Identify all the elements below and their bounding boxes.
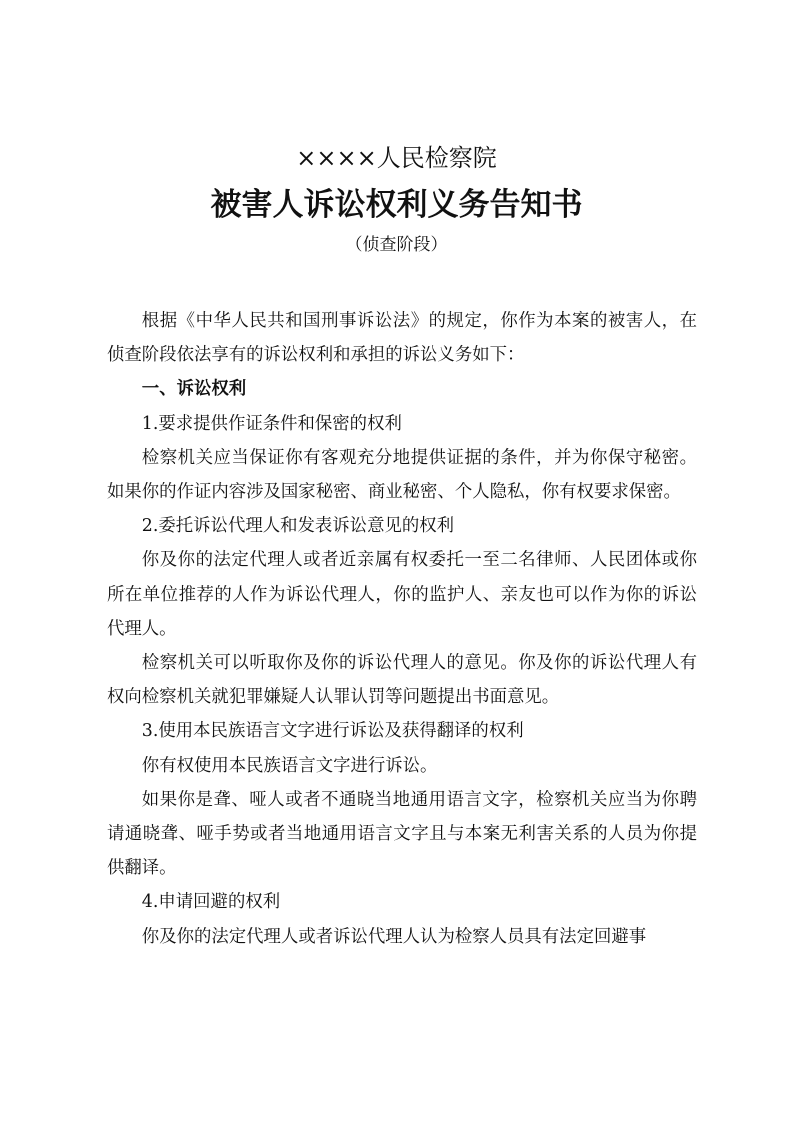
paragraph-language-use: 你有权使用本民族语言文字进行诉讼。 [141,755,438,776]
procuratorate-name: ××××人民检察院 [296,144,497,172]
document-body [107,304,697,954]
section-heading-rights: 一、诉讼权利 [141,379,247,400]
paragraph-testimony: 检察机关应当保证你有客观充分地提供证据的条件，并为你保守秘密。如果你的作证内容涉及国家秘密、商业秘密、个人隐私，你有权要求保密。 [107,447,697,503]
paragraph-agent-entrust: 你及你的法定代理人或者近亲属有权委托一至二名律师、人民团体或你所在单位推荐的人作为诉讼代理人，你的监护人、亲友也可以作为你的诉讼代理人。 [107,550,697,639]
item-heading-language: 3.使用本民族语言文字进行诉讼及获得翻译的权利 [141,721,524,742]
document-subtitle: （侦查阶段） [345,235,448,255]
item-heading-testimony: 1.要求提供作证条件和保密的权利 [141,413,402,434]
paragraph-translation: 如果你是聋、哑人或者不通晓当地通用语言文字，检察机关应当为你聘请通晓聋、哑手势或者当地通用语言文字且与本案无利害关系的人员为你提供翻译。 [107,789,697,879]
item-heading-agent: 2.委托诉讼代理人和发表诉讼意见的权利 [141,516,455,537]
intro-paragraph: 根据《中华人民共和国刑事诉讼法》的规定，你作为本案的被害人，在侦查阶段依法享有的诉讼权利和承担的诉讼义务如下： [107,311,697,366]
item-heading-recusal: 4.申请回避的权利 [141,892,281,913]
paragraph-recusal: 你及你的法定代理人或者诉讼代理人认为检察人员具有法定回避事 [141,926,647,947]
paragraph-agent-opinion: 检察机关可以听取你及你的诉讼代理人的意见。你及你的诉讼代理人有权向检察机关就犯罪嫌疑人认罪认罚等问题提出书面意见。 [107,653,697,708]
document-title: 被害人诉讼权利义务告知书 [210,187,583,223]
